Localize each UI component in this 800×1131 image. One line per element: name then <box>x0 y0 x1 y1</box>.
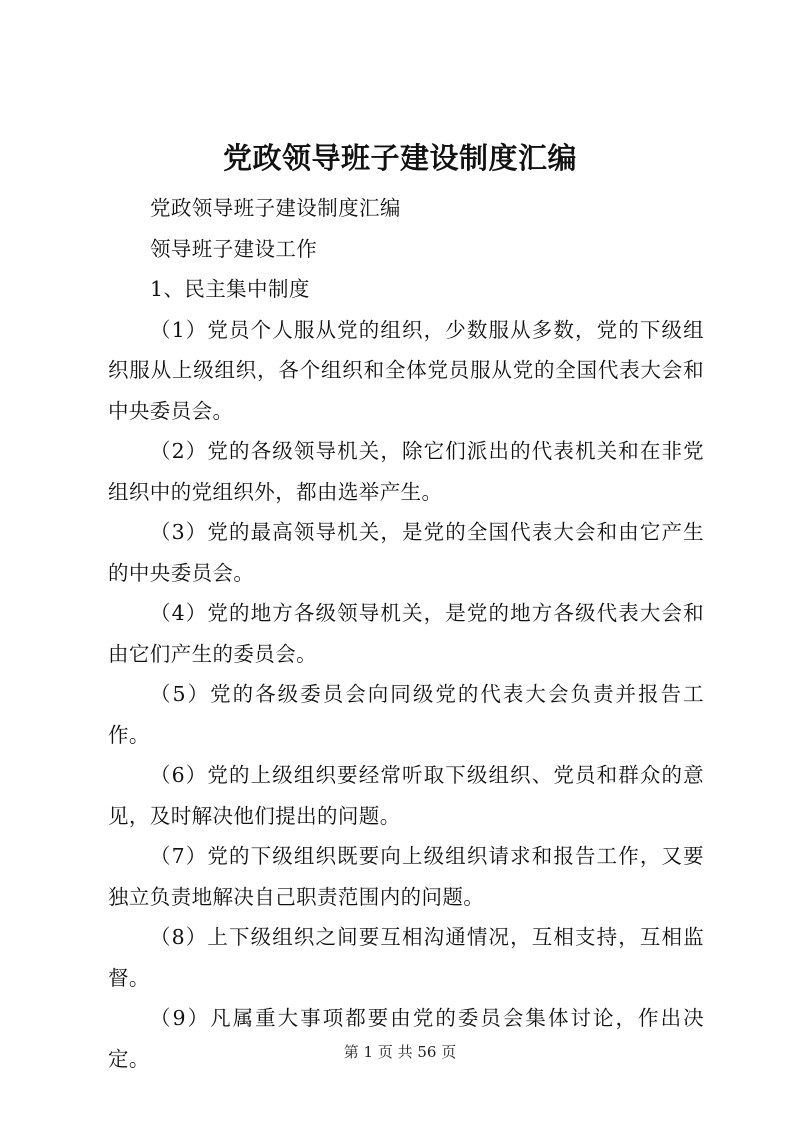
paragraph-item-3: （3）党的最高领导机关，是党的全国代表大会和由它产生的中央委员会。 <box>108 520 704 585</box>
paragraph-item-7: （7）党的下级组织既要向上级组织请求和报告工作，又要独立负责地解决自己职责范围内的问题。 <box>108 844 704 909</box>
paragraph-section-heading: 领导班子建设工作 <box>150 236 318 261</box>
paragraph-item-5: （5）党的各级委员会向同级党的代表大会负责并报告工作。 <box>108 682 704 747</box>
paragraph-item-1: （1）党员个人服从党的组织，少数服从多数，党的下级组织服从上级组织，各个组织和全体党员服从党的全国代表大会和中央委员会。 <box>108 317 704 423</box>
paragraph-item-2: （2）党的各级领导机关，除它们派出的代表机关和在非党组织中的党组织外，都由选举产生。 <box>108 439 704 504</box>
paragraph-subtitle: 党政领导班子建设制度汇编 <box>150 196 401 220</box>
paragraph-item-9: （9）凡属重大事项都要由党的委员会集体讨论，作出决定。 <box>108 1006 704 1071</box>
paragraph-subsection-heading: 1、民主集中制度 <box>150 277 310 301</box>
paragraph-item-6: （6）党的上级组织要经常听取下级组织、党员和群众的意见，及时解决他们提出的问题。 <box>108 763 704 828</box>
document-body <box>108 188 704 1079</box>
document-title: 党政领导班子建设制度汇编 <box>222 141 577 175</box>
paragraph-item-4: （4）党的地方各级领导机关，是党的地方各级代表大会和由它们产生的委员会。 <box>108 601 704 666</box>
page-number-footer: 第 1 页 共 56 页 <box>343 1043 457 1061</box>
paragraph-item-8: （8）上下级组织之间要互相沟通情况，互相支持，互相监督。 <box>108 925 704 990</box>
